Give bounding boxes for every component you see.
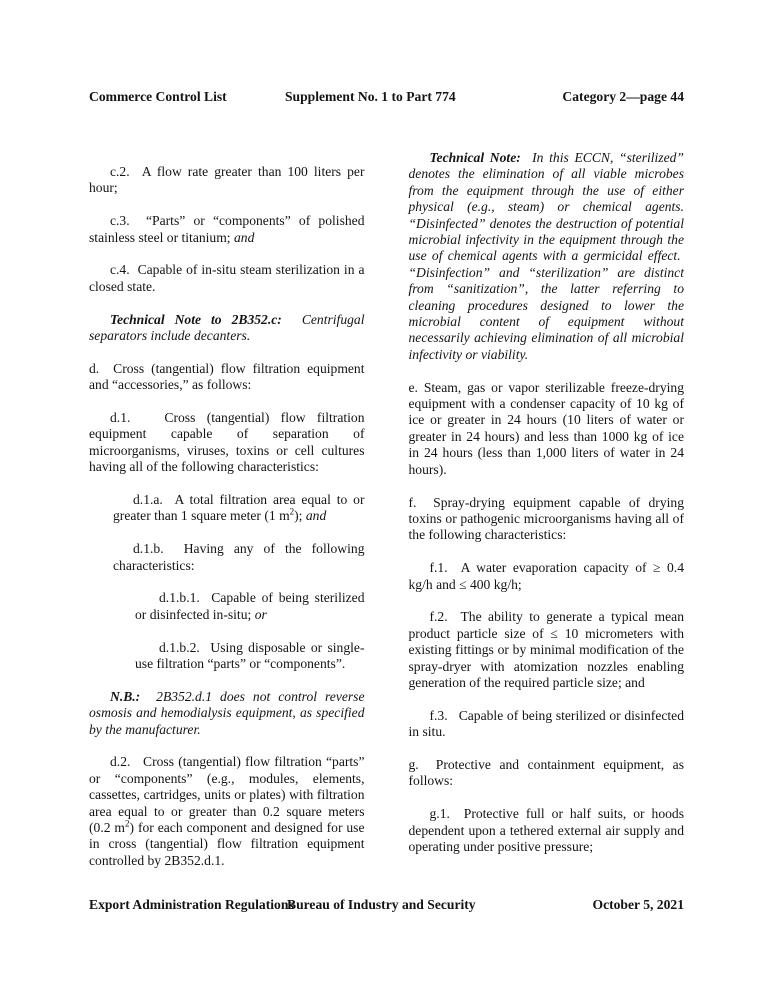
paragraph: d.1.a. A total filtration area equal to or greater than 1 square meter (1 $m^2$); and xyxy=(113,492,365,524)
paragraph: N.B.: 2B352.d.1 does not control reverse osmosis and hemodialysis equipment, as specified by the manufacturer. xyxy=(89,688,365,737)
paragraph: d.1. Cross (tangential) flow filtration equipment capable of separation of microorganisms, viruses, toxins or cell cultures having all of the following characteristics: xyxy=(89,410,365,475)
paragraph: e. Steam, gas or vapor sterilizable freeze-drying equipment with a condenser capacity of 10 kg of ice or greater in 24 hours (10 liters of water or greater in 24 hours) and less than 1000 kg of ice in 24 hours (less than 1,000 liters of water in 24 hours). xyxy=(408,379,684,477)
paragraph: f.2. The ability to generate a typical mean product particle size of ≤ 10 micrometers with existing fittings or by minimal modification of the spray-dryer with atomization nozzles enabling generation of the required particle size; and xyxy=(408,609,684,690)
header-page-number: Category 2—page 44 xyxy=(562,89,684,104)
header-supplement: Supplement No. 1 to Part 774 xyxy=(285,89,456,104)
paragraph: f. Spray-drying equipment capable of drying toxins or pathogenic microorganisms having all of the following characteristics: xyxy=(408,494,684,543)
paragraph: Technical Note to 2B352.c: Centrifugal separators include decanters. xyxy=(89,311,365,344)
footer-date: October 5, 2021 xyxy=(592,897,684,912)
body-columns xyxy=(89,150,684,886)
paragraph: d.1.b.2. Using disposable or single-use filtration “parts” or “components”. xyxy=(135,639,365,672)
paragraph: f.1. A water evaporation capacity of ≥ 0.4 kg/h and ≤ 400 kg/h; xyxy=(408,560,684,592)
header-document-title: Commerce Control List xyxy=(89,89,227,104)
footer-bureau: Bureau of Industry and Security xyxy=(287,897,476,912)
paragraph: d. Cross (tangential) flow filtration equipment and “accessories,” as follows: xyxy=(89,360,365,393)
paragraph: g.1. Protective full or half suits, or hoods dependent upon a tethered external air supply and operating under positive pressure; xyxy=(408,806,684,854)
paragraph: c.3. “Parts” or “components” of polished stainless steel or titanium; and xyxy=(89,213,365,245)
paragraph: f.3. Capable of being sterilized or disinfected in situ. xyxy=(408,707,684,740)
page-header xyxy=(89,89,684,105)
footer-regulations-title: Export Administration Regulations xyxy=(89,897,294,912)
paragraph: d.2. Cross (tangential) flow filtration “parts” or “components” (e.g., modules, elements, cassettes, cartridges, units or plates) with filtration area equal to or greater than 0.2 square meters (0.2 $m^2$) for each component and designed for use in cross (tangential) flow filtration equipment controlled by 2B352.d.1. xyxy=(89,754,365,868)
paragraph: c.2. A flow rate greater than 100 liters per hour; xyxy=(89,164,365,196)
paragraph: d.1.b. Having any of the following characteristics: xyxy=(113,541,365,573)
paragraph: Technical Note: In this ECCN, “sterilized” denotes the elimination of all viable microbes from the equipment through the use of either physical (e.g., steam) or chemical agents. “Disinfected” denotes the destruction of potential microbial infectivity in the equipment through the use of chemical agents with a germicidal effect. “Disinfection” and “sterilization” are distinct from “sanitization”, the latter referring to cleaning procedures designed to lower the microbial content of equipment without necessarily achieving elimination of all microbial infectivity or viability. xyxy=(408,150,684,362)
paragraph: c.4. Capable of in-situ steam sterilization in a closed state. xyxy=(89,262,365,294)
column-left xyxy=(89,150,365,886)
column-right xyxy=(409,150,685,886)
page-footer xyxy=(89,897,684,913)
paragraph: g. Protective and containment equipment, as follows: xyxy=(408,756,684,789)
paragraph: d.1.b.1. Capable of being sterilized or disinfected in-situ; or xyxy=(135,590,365,622)
